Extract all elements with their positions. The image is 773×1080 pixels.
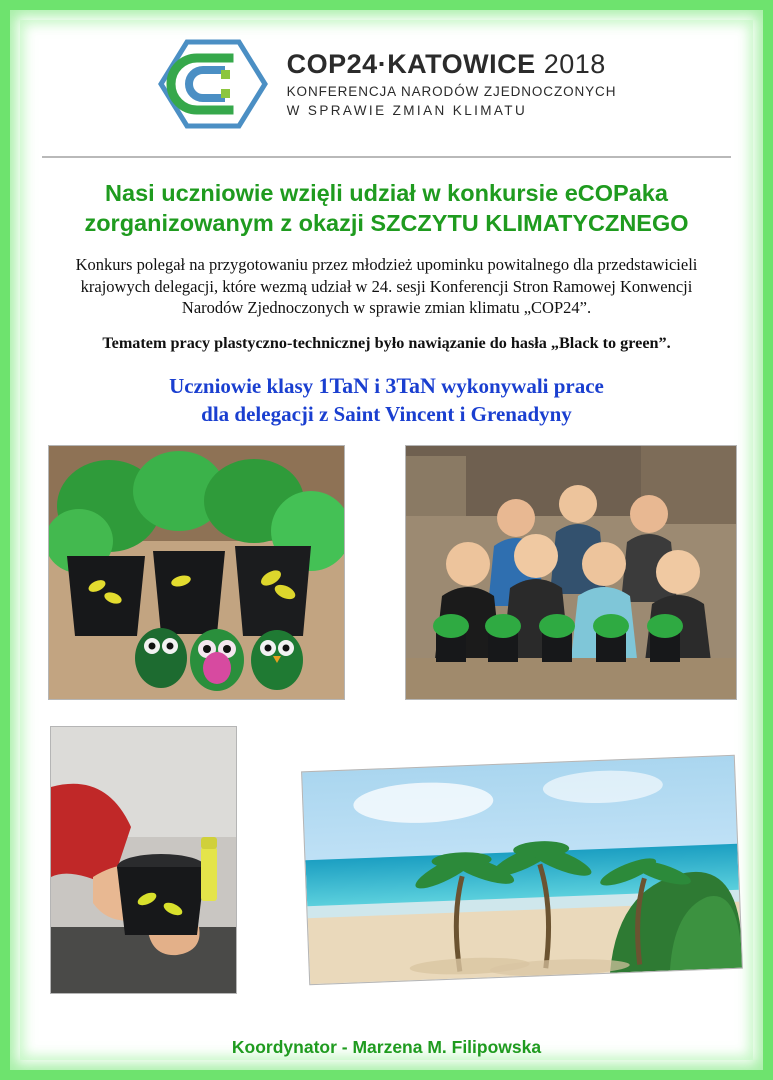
classes-prefix: Uczniowie klasy xyxy=(169,374,314,399)
classes-suffix: wykonywali prace xyxy=(441,374,604,399)
logo-title-year: 2018 xyxy=(543,48,606,79)
photo-students-group xyxy=(405,445,737,700)
logo-subtitle-1: KONFERENCJA NARODÓW ZJEDNOCZONYCH xyxy=(286,84,617,100)
photo-hands-pot xyxy=(50,726,237,994)
page-title-line-2: zorganizowanym z okazji SZCZYTU KLIMATYCZNEGO xyxy=(84,210,689,237)
logo-title-city: KATOWICE xyxy=(387,48,536,79)
page-title-line-1: Nasi uczniowie wzięli udział w konkursie eCOPaka xyxy=(105,180,668,206)
logo-title-line xyxy=(287,50,617,78)
coordinator-footer: Koordynator - Marzena M. Filipowska xyxy=(231,1037,542,1057)
photo-craft-pots xyxy=(48,445,345,700)
body-theme-line: Tematem pracy plastyczno-technicznej było nawiązanie do hasła „Black to green”. xyxy=(102,334,671,353)
logo-title-sep: · xyxy=(377,48,388,79)
classes-line-2: dla delegacji z Saint Vincent i Grenadyny xyxy=(201,402,572,427)
logo-title-main: COP24 xyxy=(286,48,378,79)
poster-inner xyxy=(20,20,753,1060)
header-divider xyxy=(42,156,731,158)
page-title xyxy=(54,178,719,238)
cop24-hexagon-logo-icon xyxy=(157,38,269,130)
classes-block xyxy=(46,371,727,428)
photo-beach-palms xyxy=(301,755,743,986)
body-paragraph: Konkurs polegał na przygotowaniu przez młodzież upominku powitalnego dla przedstawicieli krajowych delegacji, które wezmą udział w 24. sesji Konferencji Stron Ramowej Konwencji Narodów Zjednoczonych w sprawie zmian klimatu „COP24”. xyxy=(75,255,698,318)
classes-line-1 xyxy=(46,371,727,401)
classes-conjunction: i xyxy=(374,374,381,399)
photo-gallery xyxy=(20,445,753,1005)
logo-subtitle-2: W SPRAWIE ZMIAN KLIMATU xyxy=(286,103,528,119)
class-b: 3TaN xyxy=(385,373,436,399)
class-a: 1TaN xyxy=(318,373,369,399)
header-logo-block xyxy=(20,20,753,138)
logo-wordmark xyxy=(287,50,617,118)
